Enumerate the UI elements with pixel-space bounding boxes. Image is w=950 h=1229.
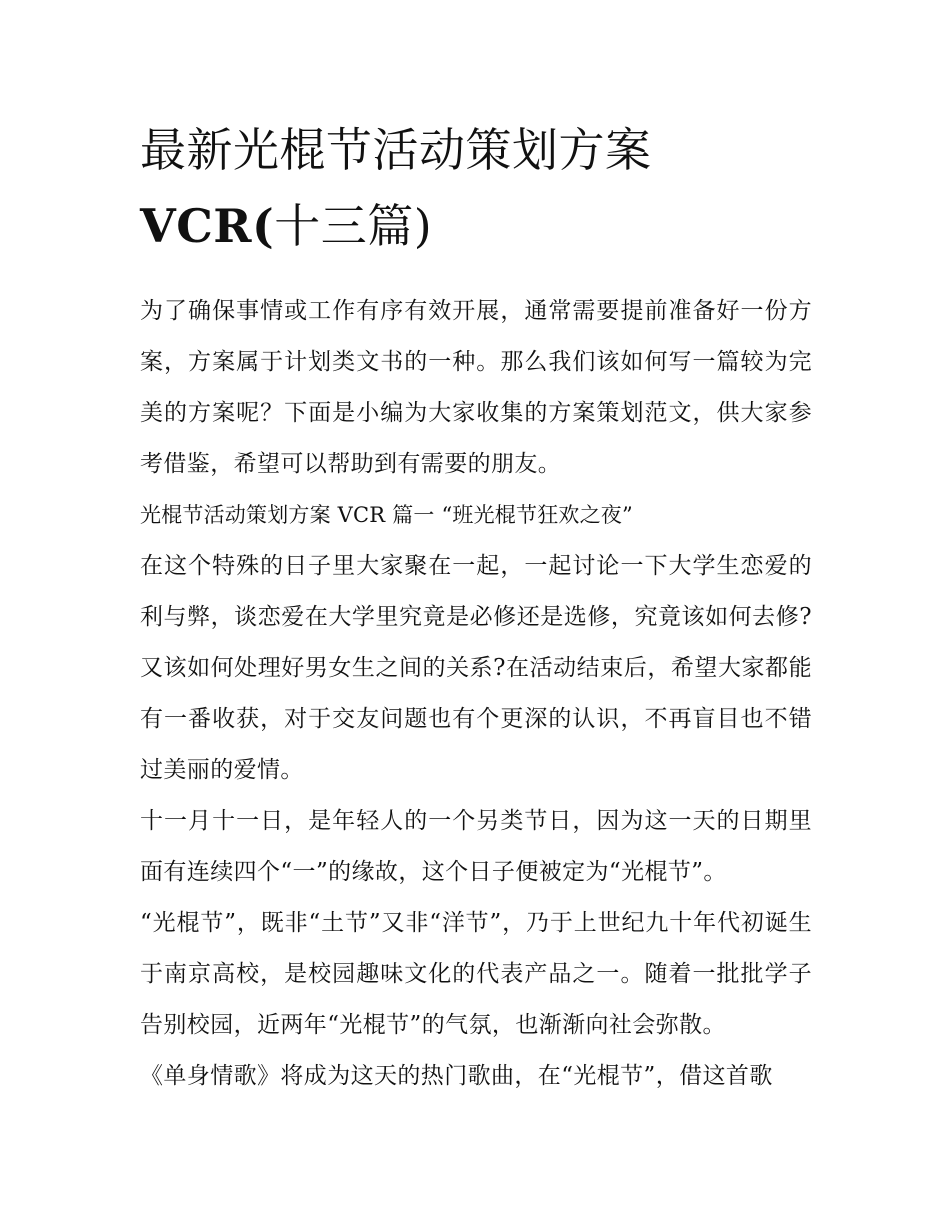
body-paragraph-2: 十一月十一日，是年轻人的一个另类节日，因为这一天的日期里面有连续四个“一”的缘故，这个日子便被定为“光棍节”。 — [140, 808, 812, 885]
intro-paragraph: 为了确保事情或工作有序有效开展，通常需要提前准备好一份方案，方案属于计划类文书的一种。那么我们该如何写一篇较为完美的方案呢？下面是小编为大家收集的方案策划范文，供大家参考借鉴，希望可以帮助到有需要的朋友。 — [140, 298, 812, 477]
section-heading: 光棍节活动策划方案 VCR 篇一 “班光棍节狂欢之夜” — [140, 503, 633, 527]
document-body — [140, 286, 812, 1102]
body-paragraph-4: 《单身情歌》将成为这天的热门歌曲，在“光棍节”，借这首歌 — [140, 1063, 773, 1089]
title-line-1: 最新光棍节活动策划方案 — [140, 123, 652, 177]
document-title — [140, 112, 812, 264]
title-latin-part: VCR( — [140, 199, 275, 253]
body-paragraph-3: “光棍节”，既非“土节”又非“洋节”，乃于上世纪九十年代初诞生于南京高校，是校园趣味文化的代表产品之一。随着一批批学子告别校园，近两年“光棍节”的气氛，也渐渐向社会弥散。 — [140, 910, 812, 1038]
body-paragraph-1: 在这个特殊的日子里大家聚在一起，一起讨论一下大学生恋爱的利与弊，谈恋爱在大学里究竟是必修还是选修，究竟该如何去修?又该如何处理好男女生之间的关系?在活动结束后，希望大家都能有一番收获，对于交友问题也有个更深的认识，不再盲目也不错过美丽的爱情。 — [140, 553, 812, 783]
document-page — [140, 112, 812, 1102]
title-cjk-part: 十三篇) — [274, 199, 433, 253]
